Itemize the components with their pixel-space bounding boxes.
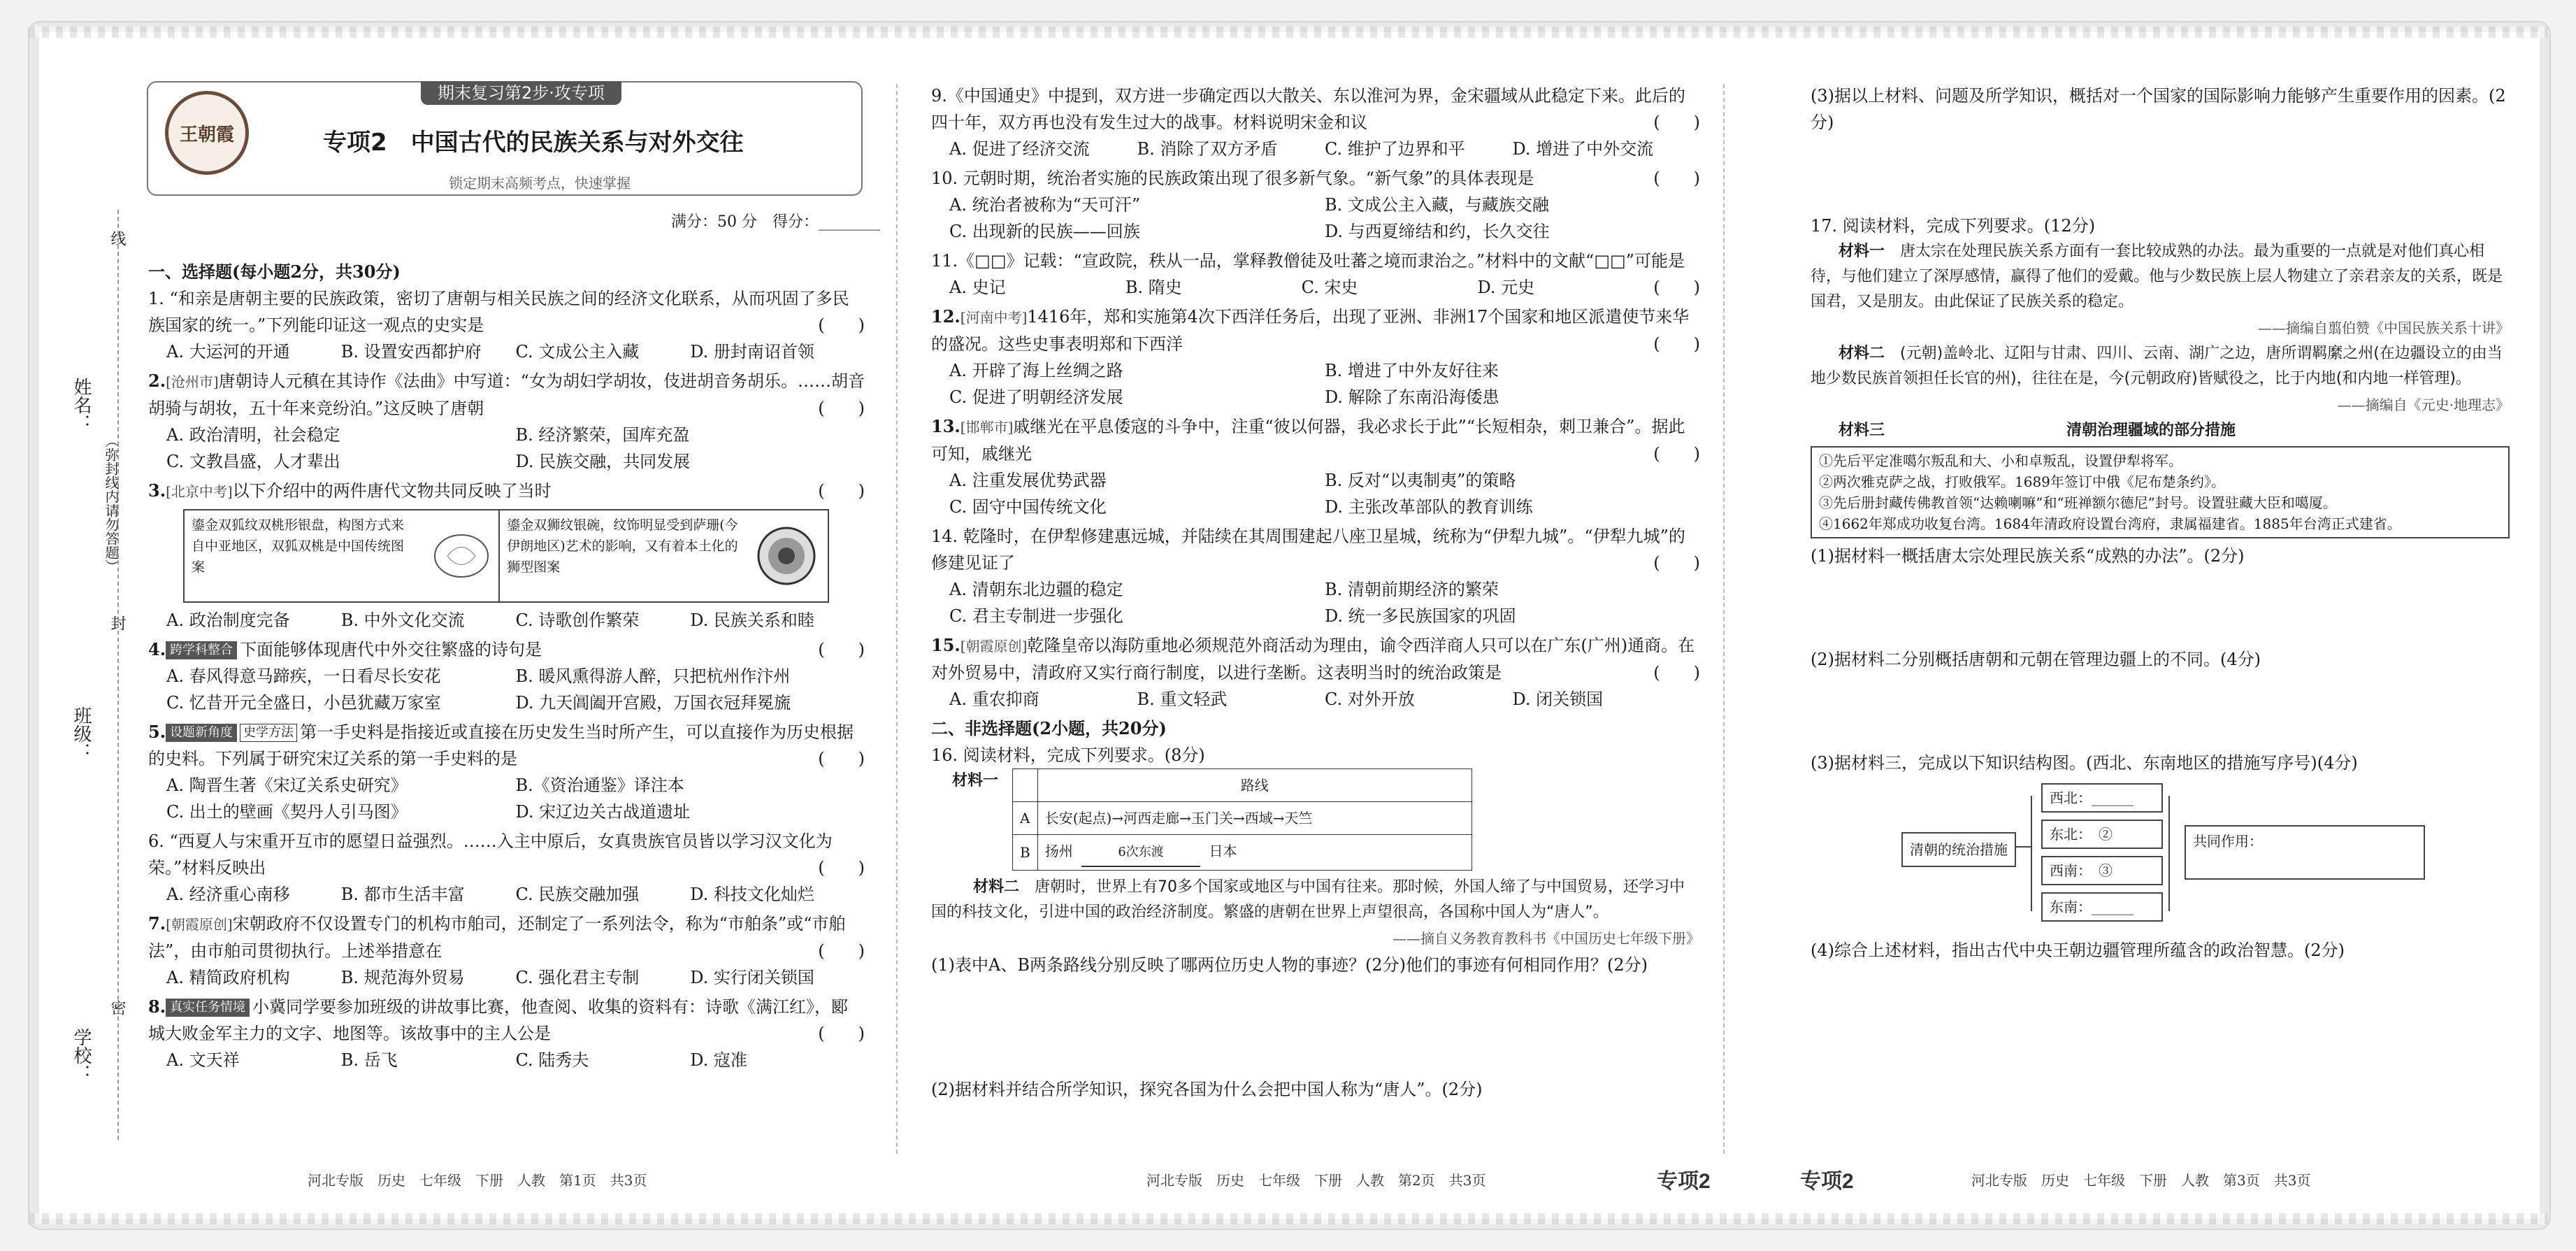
top-border (28, 27, 2548, 38)
material-1: 材料一 路线 A 长安(起点)→河西走廊→玉门关→西域→天竺 B 扬州 6次东渡 日本 (952, 769, 1700, 871)
question-1: 1. “和亲是唐朝主要的民族政策，密切了唐朝与相关民族之间的经济文化联系，从而巩固了多民族国家的统一。”下列能印证这一观点的史实是 ( ) A. 大运河的开通 B. 设置安西都护府 C. 文成公主入藏 D. 册封南诏首领 (148, 285, 865, 365)
options: A. 开辟了海上丝绸之路 B. 增进了中外友好往来 C. 促进了明朝经济发展 D. 解除了东南沿海倭患 (949, 361, 1499, 407)
options: A. 清朝东北边疆的稳定 B. 清朝前期经济的繁荣 C. 君主专制进一步强化 D. 统一多民族国家的巩固 (949, 580, 1516, 626)
q17-material-3-title: 材料三 清朝治理疆域的部分措施 (1839, 422, 2236, 439)
column-1 (148, 259, 865, 1076)
score-line: 满分：50 分 得分：________ (671, 213, 880, 231)
question-15: 15.[朝霞原创]乾隆皇帝以海防重地必须规范外商活动为理由，谕令西洋商人只可以在广东(广州)通商。在对外贸易中，清政府又实行商行制度，以进行垄断。这表明当时的统治政策是 ( ) A. 重农抑商 B. 重文轻武 C. 对外开放 D. 闭关锁国 (931, 632, 1700, 713)
name-label: 姓名： (71, 378, 92, 432)
options: A. 政治清明，社会稳定 B. 经济繁荣，国库充盈 C. 文教昌盛，人才辈出 D. 民族交融，共同发展 (166, 425, 691, 471)
question-5: 5. 设题新角度 史学方法 第一手史料是指接近或直接在历史发生当时所产生，可以直接作为历史根据的史料。下列属于研究宋辽关系的第一手史料的是 ( ) A. 陶晋生著《宋辽关系史研究》 B.《资治通鉴》译注本 C. 出土的壁画《契丹人引马图》 D. 宋辽边关古战道遗址 (148, 719, 865, 825)
question-4: 4. 跨学科整合 下面能够体现唐代中外交往繁盛的诗句是 ( ) A. 春风得意马蹄疾，一日看尽长安花 B. 暖风熏得游人醉，只把杭州作汴州 C. 忆昔开元全盛日，小邑犹藏万家室 D. 九天阊阖开宫殿，万国衣冠拜冕旒 (148, 636, 865, 716)
logo-text: 王朝霞 (179, 124, 234, 145)
diagram-southeast: 东南：______ (2041, 892, 2163, 922)
footer-page-2: 河北专版 历史 七年级 下册 人教 第2页 共3页 (1146, 1172, 1486, 1189)
options: A. 史记 B. 隋史 C. 宋史 D. 元史 (949, 278, 1535, 297)
column-2 (931, 83, 1700, 1106)
bottom-border (28, 1213, 2548, 1224)
class-label: 班级： (71, 706, 92, 761)
header-badge: 期末复习第2步·攻专项 (421, 81, 621, 105)
artifact-right-text: 鎏金双狮纹银碗，纹饰明显受到萨珊(今伊朗地区)艺术的影响，又有着本土化的狮型图案 (498, 510, 746, 601)
options: A. 政治制度完备 B. 中外文化交流 C. 诗歌创作繁荣 D. 民族关系和睦 (166, 610, 814, 630)
seal-text: （弥封线内请勿答题） (103, 434, 120, 573)
q17-material-2: 材料二 (元朝)盖岭北、辽阳与甘肃、四川、云南、湖广之边，唐所谓羁縻之州(在边疆设立的由当地少数民族首领担任长官的州)，往往在是，今(元朝政府)皆赋役之，比于内地(和内地一样管理)。 (1811, 345, 2503, 387)
question-17: 17. 阅读材料，完成下列要求。(12分) 材料一 唐太宗在处理民族关系方面有一套比较成熟的办法。最为重要的一点就是对他们真心相待，与他们建立了深厚感情，赢得了他们的爱戴。他与少数民族上层人物建立了亲君亲友的关系，既是国君，又是朋友。由此保证了民族关系的稳定。 ——摘编自翦伯赞《中国民族关系十讲》 材料二 (元朝)盖岭北、辽阳与甘肃、四川、云南、湖广之边，唐所谓羁縻之州(在边疆设立的由当地少数民族首领担任长官的州)，往往在是，今(元朝政府)皆赋役之，比于内地(和内地一样管理)。 ——摘编自《元史·地理志》 材料三 清朝治理疆域的部分措施 ①先后平定准噶尔叛乱和大、小和卓叛乱，设置伊犁将军。 ②两次雅克萨之战，打败俄军。1689年签订中俄《尼布楚条约》。 ③先后册封藏传佛教首领“达赖喇嘛”和“班禅额尔德尼”封号。设置驻藏大臣和噶厦。 ④1662年郑成功收复台湾。1684年清政府设置台湾府，隶属福建省。1885年台湾正式建省。 (1)据材料一概括唐太宗处理民族关系“成熟的办法”。(2分) (2)据材料二分别概括唐朝和元朝在管理边疆上的不同。(4分) (3)据材料三，完成以下知识结构图。(西北、东南地区的措施写序号)(4分) 清朝的统治措施 西北：______ 东北： ② 西南： ③ 东南：______ 共同作用： (4)综合上述材料，指出古代中央王朝边疆管理所蕴含的政治智慧。(2分) (1811, 213, 2510, 964)
column-3 (1811, 83, 2510, 966)
question-16: 16. 阅读材料，完成下列要求。(8分) 材料一 路线 A 长安(起点)→河西走廊→玉门关→西域→天竺 B 扬州 6次东渡 日本 材料二 唐朝时，世界上有70多个国家或地区与中国有往来。那时候，外国人缔了与中国贸易，还学习中国的科技文化，引进中国的政治经济制度。繁盛的唐朝在世界上声望很高，各国称中国人为“唐人”。 ——摘自义务教育教科书《中国历史七年级下册》 (1)表中A、B两条路线分别反映了哪两位历史人物的事迹？(2分)他们的事迹有何相同作用？(2分) (2)据材料并结合所学知识，探究各国为什么会把中国人称为“唐人”。(2分) (931, 742, 1700, 1103)
artifact-left-text: 鎏金双狐纹双桃形银盘，构图方式来自中亚地区，双狐双桃是中国传统图案 (192, 517, 405, 575)
measures-box: ①先后平定准噶尔叛乱和大、小和卓叛乱，设置伊犁将军。 ②两次雅克萨之战，打败俄军。1689年签订中俄《尼布楚条约》。 ③先后册封藏传佛教首领“达赖喇嘛”和“班禅额尔德尼”封号。设置驻藏大臣和噶厦。 ④1662年郑成功收复台湾。1684年清政府设置台湾府，隶属福建省。1885年台湾正式建省。 (1811, 446, 2510, 538)
options: A. 文天祥 B. 岳飞 C. 陆秀夫 D. 寇准 (166, 1050, 747, 1070)
artifact-box (183, 509, 829, 603)
answer-space[interactable] (1811, 569, 2510, 646)
section2-title: 二、非选择题(2小题，共20分) (931, 718, 1167, 738)
seal-mark-1: 线 (108, 231, 126, 246)
q16-sub1: (1)表中A、B两条路线分别反映了哪两位历史人物的事迹？(2分)他们的事迹有何相同作用？(2分) (931, 955, 1648, 975)
q17-sub4: (4)综合上述材料，指出古代中央王朝边疆管理所蕴含的政治智慧。(2分) (1811, 941, 2345, 960)
diagram-southwest: 西南： ③ (2041, 856, 2163, 885)
options: A. 大运河的开通 B. 设置安西都护府 C. 文成公主入藏 D. 册封南诏首领 (166, 342, 814, 362)
question-9: 9.《中国通史》中提到，双方进一步确定西以大散关、东以淮河为界，金宋疆域从此稳定下来。此后的四十年，双方再也没有发生过大的战事。材料说明宋金和议 ( ) A. 促进了经济交流 B. 消除了双方矛盾 C. 维护了边界和平 D. 增进了中外交流 (931, 83, 1700, 162)
diagram-effect: 共同作用： (2185, 825, 2425, 880)
bracket-left (2031, 796, 2032, 911)
bracket-right (2168, 796, 2170, 911)
route-table: 路线 A 长安(起点)→河西走廊→玉门关→西域→天竺 B 扬州 6次东渡 日本 (1012, 769, 1472, 871)
answer-space[interactable] (1811, 673, 2510, 750)
footer-page-3: 河北专版 历史 七年级 下册 人教 第3页 共3页 (1971, 1172, 2311, 1189)
options: A. 陶晋生著《宋辽关系史研究》 B.《资治通鉴》译注本 C. 出土的壁画《契丹人引马图》 D. 宋辽边关古战道遗址 (166, 775, 691, 822)
connector (2015, 846, 2031, 848)
options: A. 经济重心南移 B. 都市生活丰富 C. 民族交融加强 D. 科技文化灿烂 (166, 885, 814, 904)
page-title: 专项2 中国古代的民族关系与对外交往 (323, 129, 744, 157)
column-divider (1723, 84, 1725, 1154)
question-12: 12.[河南中考]1416年，郑和实施第4次下西洋任务后，出现了亚洲、非洲17个国家和地区派遣使节来华的盛况。这些史事表明郑和下西洋 ( ) A. 开辟了海上丝绸之路 B. 增进了中外友好往来 C. 促进了明朝经济发展 D. 解除了东南沿海倭患 (931, 303, 1700, 410)
material-2: 材料二 唐朝时，世界上有70多个国家或地区与中国有往来。那时候，外国人缔了与中国贸易，还学习中国的科技文化，引进中国的政治经济制度。繁盛的唐朝在世界上声望很高，各国称中国人为“唐人”。 (931, 878, 1685, 921)
column-divider (896, 84, 898, 1154)
question-3: 3.[北京中考]以下介绍中的两件唐代文物共同反映了当时 ( ) 鎏金双狐纹双桃形银盘，构图方式来自中亚地区，双狐双桃是中国传统图案 鎏金双狮纹银碗，纹饰明显受到萨珊(今伊朗地区)艺术的影响，又有着本土化的狮型图案 A. 政治制度完备 B. 中外文化交流 C. 诗歌创作繁荣 D. 民族关系和睦 (148, 478, 865, 634)
answer-space[interactable] (931, 978, 1700, 1076)
question-8: 8. 真实任务情境 小冀同学要参加班级的讲故事比赛，他查阅、收集的资料有：诗歌《满江红》，郾城大败金军主力的文字、地图等。该故事中的主人公是 ( ) A. 文天祥 B. 岳飞 C. 陆秀夫 D. 寇准 (148, 994, 865, 1073)
options: A. 重农抑商 B. 重文轻武 C. 对外开放 D. 闭关锁国 (949, 689, 1604, 709)
options: A. 统治者被称为“天可汗” B. 文成公主入藏，与藏族交融 C. 出现新的民族——回族 D. 与西夏缔结和约，长久交往 (949, 195, 1550, 241)
q16-sub2: (2)据材料并结合所学知识，探究各国为什么会把中国人称为“唐人”。(2分) (931, 1080, 1483, 1099)
footer-spine-left: 专项2 (1657, 1170, 1711, 1193)
q17-sub1: (1)据材料一概括唐太宗处理民族关系“成熟的办法”。(2分) (1811, 546, 2245, 566)
question-10: 10. 元朝时期，统治者实施的民族政策出现了很多新气象。“新气象”的具体表现是 ( ) A. 统治者被称为“天可汗” B. 文成公主入藏，与藏族交融 C. 出现新的民族——回族 D. 与西夏缔结和约，长久交往 (931, 165, 1700, 245)
q16-sub3: (3)据以上材料、问题及所学知识，概括对一个国家的国际影响力能够产生重要作用的因素。(2分) (1811, 86, 2506, 132)
seal-mark-3: 密 (108, 1000, 126, 1015)
q17-material-1: 材料一 唐太宗在处理民族关系方面有一套比较成熟的办法。最为重要的一点就是对他们真心相待，与他们建立了深厚感情，赢得了他们的爱戴。他与少数民族上层人物建立了亲君亲友的关系，既是国君，又是朋友。由此保证了民族关系的稳定。 (1811, 243, 2503, 310)
section1-title: 一、选择题(每小题2分，共30分) (148, 262, 401, 282)
structure-diagram (1811, 776, 2510, 937)
answer-space[interactable] (1811, 136, 2510, 213)
silver-bowl-image (746, 510, 828, 601)
seal-line (117, 210, 119, 1140)
options: A. 促进了经济交流 B. 消除了双方矛盾 C. 维护了边界和平 D. 增进了中外交流 (949, 139, 1654, 159)
question-11: 11.《□□》记载：“宣政院，秩从一品，掌释教僧徒及吐蕃之境而隶治之。”材料中的文献“□□”可能是 ( ) A. 史记 B. 隋史 C. 宋史 D. 元史 (931, 248, 1700, 301)
question-14: 14. 乾隆时，在伊犁修建惠远城，并陆续在其周围建起八座卫星城，统称为“伊犁九城”。“伊犁九城”的修建见证了 ( ) A. 清朝东北边疆的稳定 B. 清朝前期经济的繁荣 C. 君主专制进一步强化 D. 统一多民族国家的巩固 (931, 523, 1700, 629)
header-subtitle: 锁定期末高频考点，快速掌握 (449, 175, 631, 192)
options: A. 春风得意马蹄疾，一日看尽长安花 B. 暖风熏得游人醉，只把杭州作汴州 C. 忆昔开元全盛日，小邑犹藏万家室 D. 九天阊阖开宫殿，万国衣冠拜冕旒 (166, 666, 791, 713)
footer-spine-right: 专项2 (1800, 1170, 1854, 1193)
q17-sub3: (3)据材料三，完成以下知识结构图。(西北、东南地区的措施写序号)(4分) (1811, 753, 2358, 773)
header (147, 81, 863, 196)
question-7: 7.[朝霞原创]宋朝政府不仅设置专门的机构市舶司，还制定了一系列法令，称为“市舶条”或“市舶法”，由市舶司贯彻执行。上述举措意在 ( ) A. 精简政府机构 B. 规范海外贸易 C. 强化君主专制 D. 实行闭关锁国 (148, 910, 865, 991)
options: A. 注重发展优势武器 B. 反对“以夷制夷”的策略 C. 固守中国传统文化 D. 主张改革部队的教育训练 (949, 471, 1533, 517)
diagram-northeast: 东北： ② (2041, 820, 2163, 849)
diagram-root: 清朝的统治措施 (1901, 832, 2016, 867)
silver-plate-image (424, 510, 498, 601)
school-label: 学校： (71, 1028, 92, 1082)
q17-sub2: (2)据材料二分别概括唐朝和元朝在管理边疆上的不同。(4分) (1811, 650, 2261, 669)
footer-page-1: 河北专版 历史 七年级 下册 人教 第1页 共3页 (308, 1172, 647, 1189)
question-6: 6. “西夏人与宋重开互市的愿望日益强烈。……入主中原后，女真贵族官员皆以学习汉文化为荣。”材料反映出 ( ) A. 经济重心南移 B. 都市生活丰富 C. 民族交融加强 D. 科技文化灿烂 (148, 828, 865, 908)
seal-mark-2: 封 (108, 615, 126, 631)
diagram-northwest: 西北：______ (2041, 783, 2163, 813)
question-13: 13.[邯郸市]戚继光在平息倭寇的斗争中，注重“彼以何器，我必求长于此”“长短相杂，刺卫兼合”。据此可知，戚继光 ( ) A. 注重发展优势武器 B. 反对“以夷制夷”的策略 C. 固守中国传统文化 D. 主张改革部队的教育训练 (931, 413, 1700, 520)
options: A. 精简政府机构 B. 规范海外贸易 C. 强化君主专制 D. 实行闭关锁国 (166, 968, 814, 987)
question-2: 2.[沧州市]唐朝诗人元稹在其诗作《法曲》中写道：“女为胡妇学胡妆，伎进胡音务胡乐。……胡音胡骑与胡妆，五十年来竞纷泊。”这反映了唐朝 ( ) A. 政治清明，社会稳定 B. 经济繁荣，国库充盈 C. 文教昌盛，人才辈出 D. 民族交融，共同发展 (148, 368, 865, 475)
logo (165, 91, 249, 175)
